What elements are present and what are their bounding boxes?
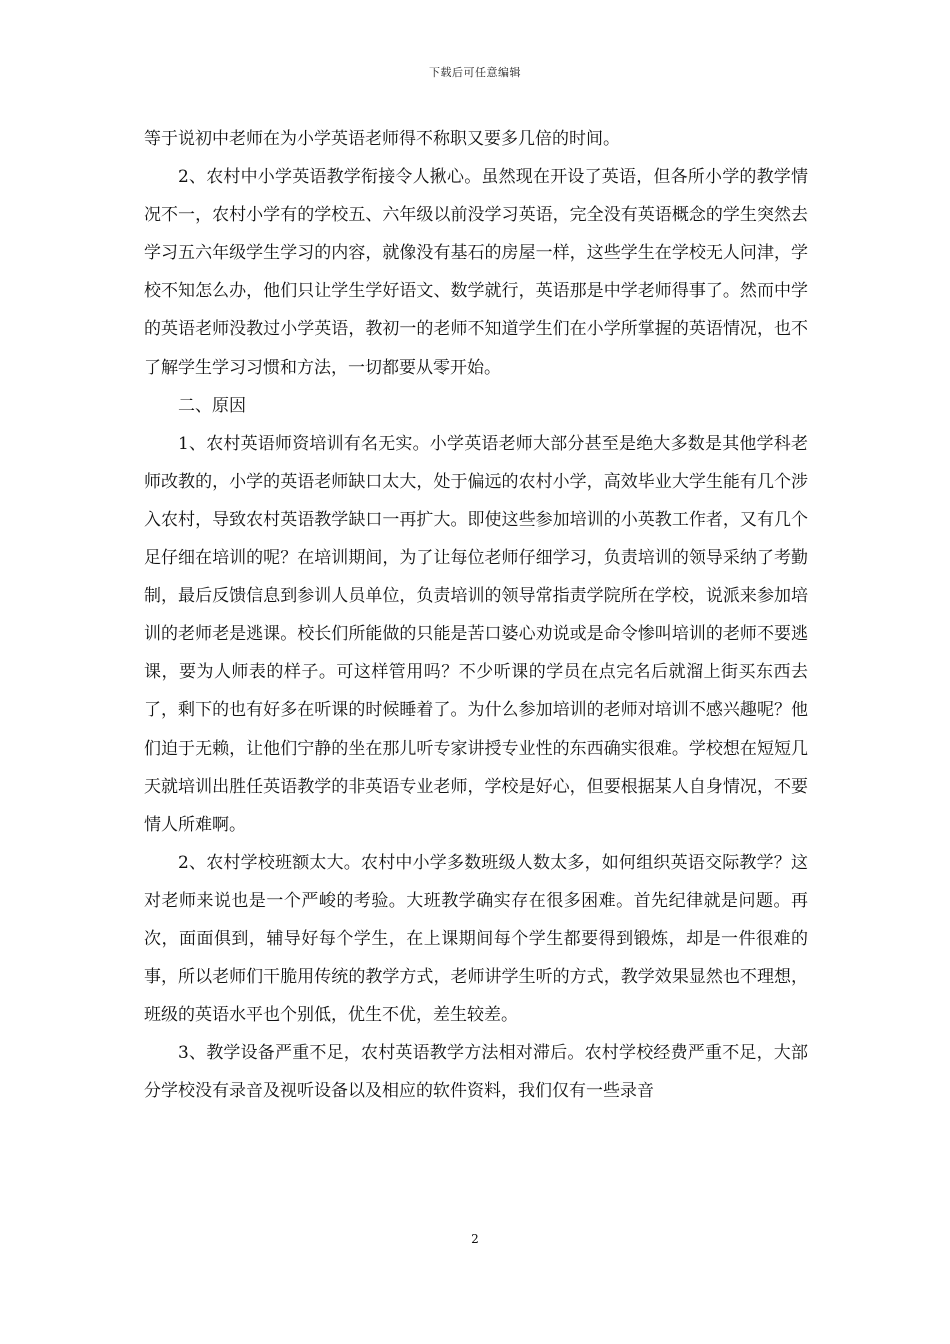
paragraph: 1、农村英语师资培训有名无实。小学英语老师大部分甚至是绝大多数是其他学科老师改教的，小学的英语老师缺口太大，处于偏远的农村小学，高效毕业大学生能有几个涉入农村，导致农村英语教学缺口一再扩大。即使这些参加培训的小英教工作者，又有几个足仔细在培训的呢？在培训期间，为了让每位老师仔细学习，负责培训的领导采纳了考勤制，最后反馈信息到参训人员单位，负责培训的领导常指责学院所在学校，说派来参加培训的老师老是逃课。校长们所能做的只能是苦口婆心劝说或是命令惨叫培训的老师不要逃课，要为人师表的样子。可这样管用吗？不少听课的学员在点完名后就溜上街买东西去了，剩下的也有好多在听课的时候睡着了。为什么参加培训的老师对培训不感兴趣呢？他们迫于无赖，让他们宁静的坐在那儿听专家讲授专业性的东西确实很难。学校想在短短几天就培训出胜任英语教学的非英语专业老师，学校是好心，但要根据某人自身情况，不要情人所难啊。 — [144, 433, 808, 835]
section-heading: 二、原因 — [178, 395, 246, 416]
paragraph: 等于说初中老师在为小学英语老师得不称职又要多几倍的时间。 — [144, 129, 620, 149]
paragraph: 2、农村中小学英语教学衔接令人揪心。虽然现在开设了英语，但各所小学的教学情况不一，农村小学有的学校五、六年级以前没学习英语，完全没有英语概念的学生突然去学习五六年级学生学习的内容，就像没有基石的房屋一样，这些学生在学校无人问津，学校不知怎么办，他们只让学生学好语文、数学就行，英语那是中学老师得事了。然而中学的英语老师没教过小学英语，教初一的老师不知道学生们在小学所掌握的英语情况，也不了解学生学习习惯和方法，一切都要从零开始。 — [144, 167, 808, 378]
paragraph: 2、农村学校班额太大。农村中小学多数班级人数太多，如何组织英语交际教学？这对老师来说也是一个严峻的考验。大班教学确实存在很多困难。首先纪律就是问题。再次，面面俱到，辅导好每个学生，在上课期间每个学生都要得到锻炼，却是一件很难的事，所以老师们干脆用传统的教学方式，老师讲学生听的方式，教学效果显然也不理想，班级的英语水平也个别低，优生不优，差生较差。 — [144, 852, 808, 1026]
page-header: 下载后可任意编辑 — [429, 66, 521, 79]
document-body — [144, 120, 808, 1110]
paragraph: 3、教学设备严重不足，农村英语教学方法相对滞后。农村学校经费严重不足，大部分学校没有录音及视听设备以及相应的软件资料，我们仅有一些录音 — [144, 1043, 808, 1102]
page-number: 2 — [471, 1232, 479, 1246]
